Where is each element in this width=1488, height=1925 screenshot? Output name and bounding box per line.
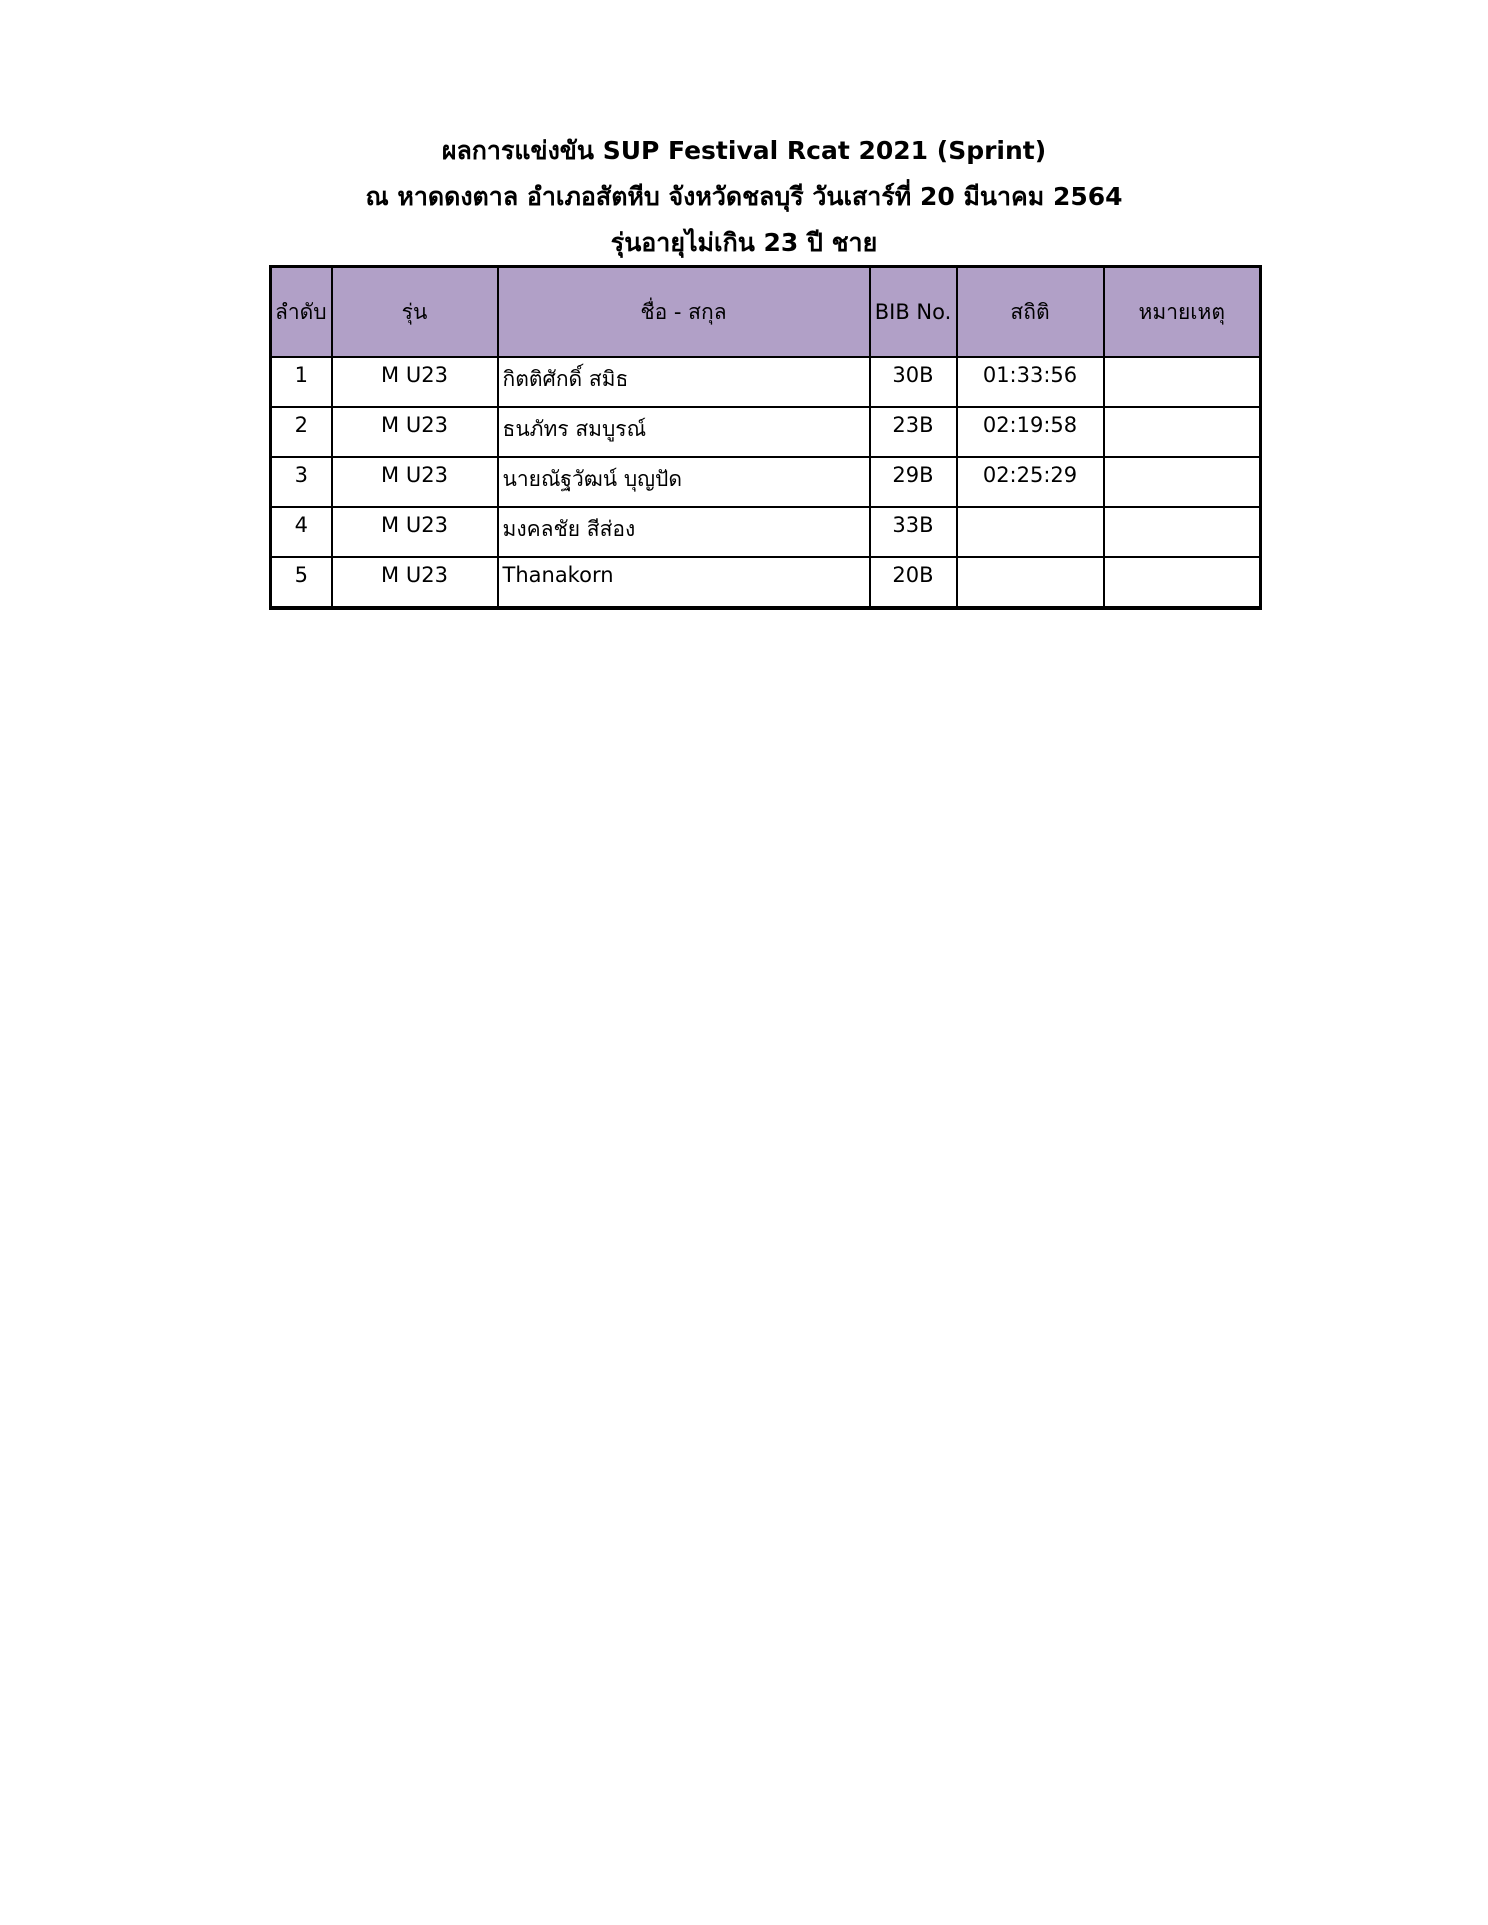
cell-remark <box>1104 507 1261 557</box>
column-header-category: รุ่น <box>332 267 498 358</box>
cell-remark <box>1104 457 1261 507</box>
results-table-header <box>271 267 1261 358</box>
division-title: รุ่นอายุไม่เกิน 23 ปี ชาย <box>610 228 878 257</box>
table-row <box>271 557 1261 608</box>
table-row <box>271 507 1261 557</box>
cell-record: 02:19:58 <box>957 407 1104 457</box>
column-header-bib: BIB No. <box>870 267 957 358</box>
cell-bib: 23B <box>870 407 957 457</box>
cell-rank: 2 <box>271 407 332 457</box>
cell-name: Thanakorn <box>498 557 870 608</box>
cell-record <box>957 557 1104 608</box>
cell-category: M U23 <box>332 357 498 407</box>
event-location-date: ณ หาดดงตาล อำเภอสัตหีบ จังหวัดชลบุรี วันเสาร์ที่ 20 มีนาคม 2564 <box>365 182 1123 211</box>
cell-remark <box>1104 557 1261 608</box>
cell-remark <box>1104 357 1261 407</box>
cell-rank: 5 <box>271 557 332 608</box>
cell-record: 01:33:56 <box>957 357 1104 407</box>
cell-bib: 33B <box>870 507 957 557</box>
event-title: ผลการแข่งขัน SUP Festival Rcat 2021 (Sprint) <box>441 136 1047 165</box>
results-table-body <box>271 357 1261 608</box>
cell-bib: 20B <box>870 557 957 608</box>
column-header-record: สถิติ <box>957 267 1104 358</box>
cell-category: M U23 <box>332 407 498 457</box>
table-row <box>271 407 1261 457</box>
cell-rank: 3 <box>271 457 332 507</box>
cell-name: มงคลชัย สีส่อง <box>498 507 870 557</box>
cell-category: M U23 <box>332 457 498 507</box>
cell-name: นายณัฐวัฒน์ บุญปัด <box>498 457 870 507</box>
cell-category: M U23 <box>332 507 498 557</box>
cell-record: 02:25:29 <box>957 457 1104 507</box>
cell-remark <box>1104 407 1261 457</box>
cell-name: กิตติศักดิ์ สมิธ <box>498 357 870 407</box>
cell-rank: 4 <box>271 507 332 557</box>
column-header-remark: หมายเหตุ <box>1104 267 1261 358</box>
table-row <box>271 457 1261 507</box>
column-header-name: ชื่อ - สกุล <box>498 267 870 358</box>
table-row <box>271 357 1261 407</box>
cell-name: ธนภัทร สมบูรณ์ <box>498 407 870 457</box>
cell-bib: 30B <box>870 357 957 407</box>
header-row <box>271 267 1261 358</box>
results-table <box>269 265 1262 610</box>
cell-bib: 29B <box>870 457 957 507</box>
column-header-rank: ลำดับ <box>271 267 332 358</box>
cell-category: M U23 <box>332 557 498 608</box>
document-header <box>0 128 1488 266</box>
cell-record <box>957 507 1104 557</box>
cell-rank: 1 <box>271 357 332 407</box>
